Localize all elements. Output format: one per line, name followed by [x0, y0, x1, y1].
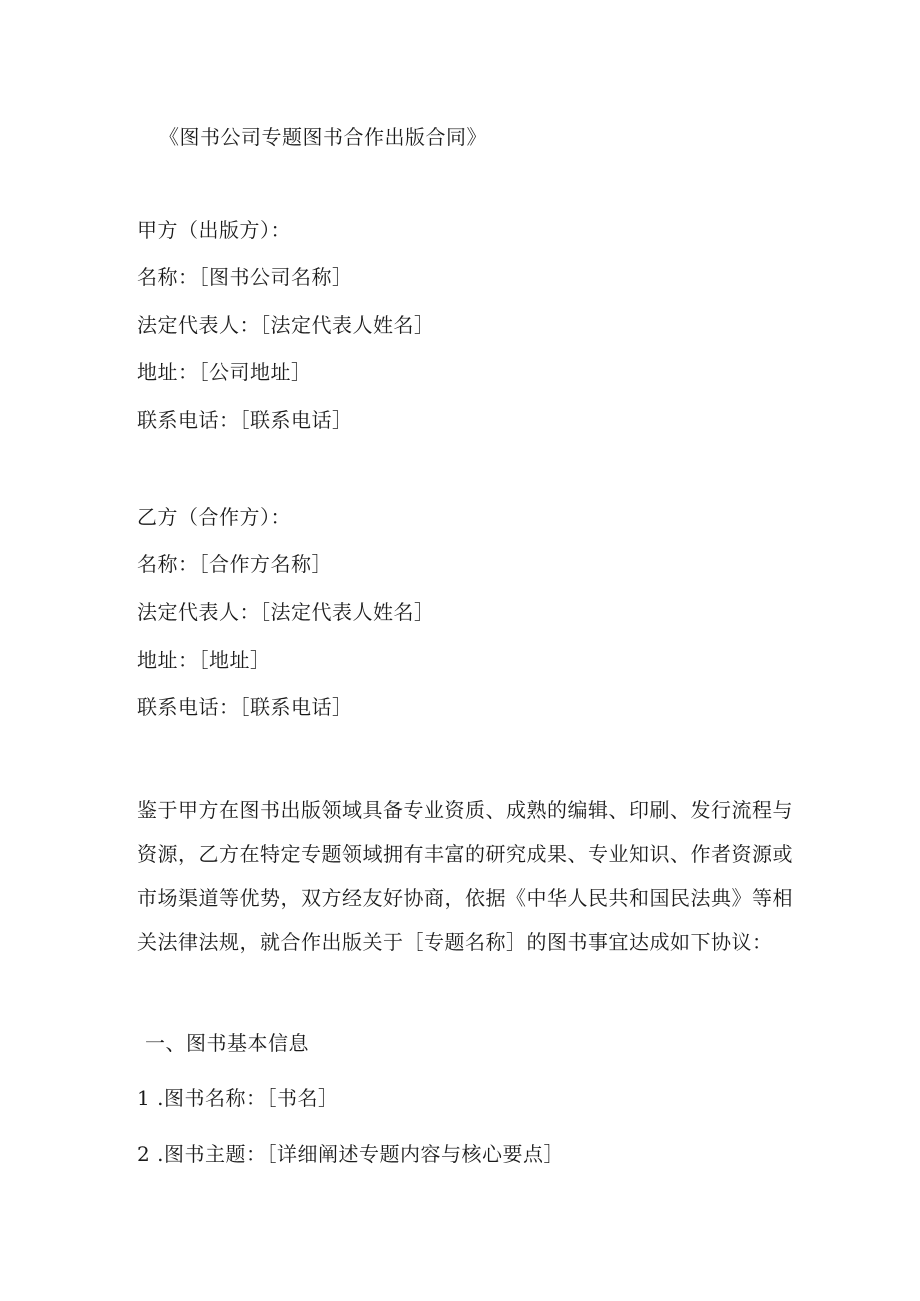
- party-a-legal-rep: 法定代表人：［法定代表人姓名］: [137, 313, 435, 337]
- party-a-heading: 甲方（出版方）：: [137, 218, 291, 242]
- preamble-line: 市场渠道等优势，双方经友好协商，依据《中华人民共和国民法典》等相: [137, 886, 793, 910]
- preamble-paragraph: [137, 788, 793, 964]
- party-b-phone: 联系电话：［联系电话］: [137, 695, 353, 719]
- party-b-heading: 乙方（合作方）：: [137, 505, 291, 529]
- section-1-item-2: 2 .图书主题：［详细阐述专题内容与核心要点］: [137, 1142, 564, 1166]
- section-1-heading: 一、图书基本信息: [145, 1031, 309, 1055]
- party-b-address: 地址：［地址］: [137, 648, 271, 672]
- document-title: 《图书公司专题图书合作出版合同》: [159, 125, 487, 149]
- party-b-legal-rep: 法定代表人：［法定代表人姓名］: [137, 600, 435, 624]
- party-a-phone: 联系电话：［联系电话］: [137, 408, 353, 432]
- preamble-line: 关法律法规，就合作出版关于［专题名称］的图书事宜达成如下协议：: [137, 930, 773, 954]
- party-a-name: 名称：［图书公司名称］: [137, 265, 353, 289]
- preamble-line: 鉴于甲方在图书出版领域具备专业资质、成熟的编辑、印刷、发行流程与: [137, 798, 793, 822]
- preamble-line: 资源，乙方在特定专题领域拥有丰富的研究成果、专业知识、作者资源或: [137, 842, 793, 866]
- party-b-name: 名称：［合作方名称］: [137, 552, 332, 576]
- party-a-address: 地址：［公司地址］: [137, 360, 312, 384]
- section-1-item-1: 1 .图书名称：［书名］: [137, 1086, 339, 1110]
